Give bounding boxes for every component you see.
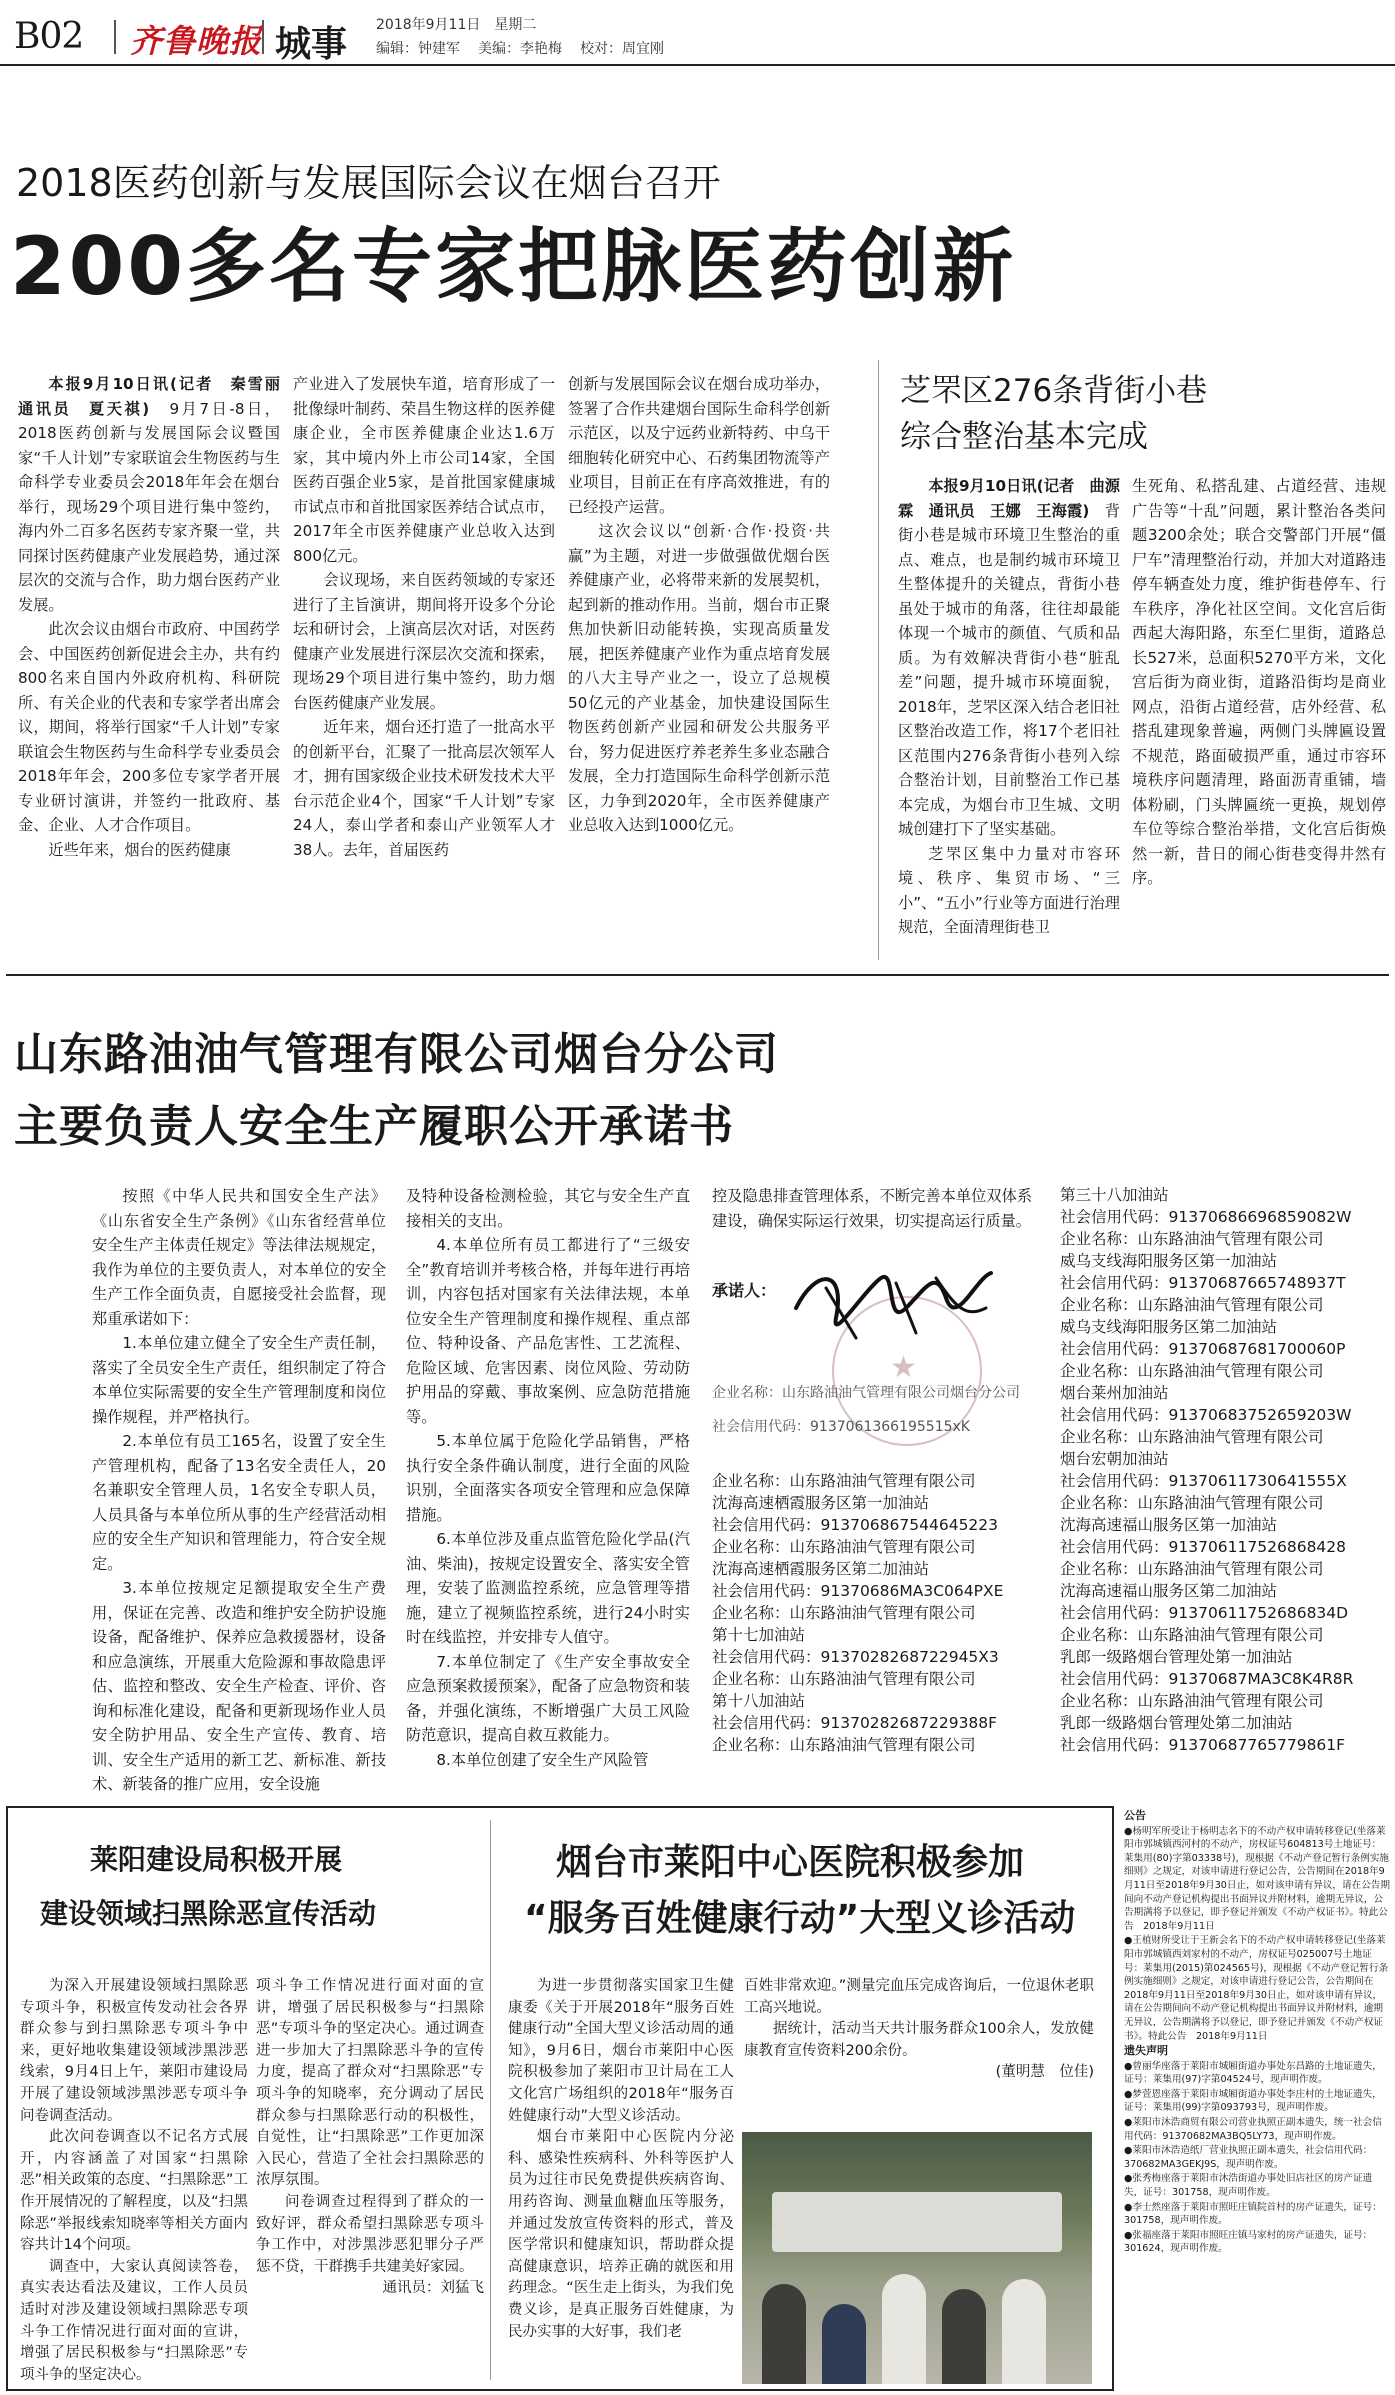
side-column-2: 生死角、私搭乱建、占道经营、违规广告等“十乱”问题，累计整治各类问题3200余处；联合交警部门开展“僵尸车”清理整治行动，并加大对道路违停车辆查处力度，维护街巷停车、行车秩序，净化社区空间。文化宫后街西起大海阳路，东至仁里街，道路总长527米，总面积5270平方米，文化宫后街为商业街，道路沿街均是商业网点，沿街占道经营，店外经营、私搭乱建现象普遍，两侧门头牌匾设置不规范，路面破损严重，通过市容环境秩序问题清理，路面沥青重铺，墙体粉刷，门头牌匾统一更换，规划停车位等综合整治举措，文化宫后街焕然一新，昔日的闹心街巷变得井然有序。 — [1132, 477, 1386, 887]
pledge-column-1: 按照《中华人民共和国安全生产法》《山东省安全生产条例》《山东省经营单位安全生产主体责任规定》等法律法规规定，我作为单位的主要负责人，对本单位的安全生产工作全面负责，自愿接受社会监督，现郑重承诺如下： 1.本单位建立健全了安全生产责任制，落实了全员安全生产责任，组织制定了符合本单位实际需要的安全生产管理制度和岗位操作规程，并严格执行。 2.本单位有员工165名，设置了安全生产管理机构，配备了13名安全责任人，20名兼职安全管理人员，1名安全专职人员，人员具备与本单位所从事的生产经营活动相应的安全生产知识和管理能力，符合安全规定。 3.本单位按规定足额提取安全生产费用，保证在完善、改造和维护安全防护设施设备，配备维护、保养应急救援器材，设备和应急演练，开展重大危险源和事故隐患评估、监控和整改、安全生产检查、评价、咨询和标准化建设，配备和更新现场作业人员安全防护用品、安全生产宣传、教育、培训、安全生产适用的新工艺、新标准、新技术、新装备的推广应用，安全设施 — [92, 1187, 386, 1793]
lead-column-2: 产业进入了发展快车道，培育形成了一批像绿叶制药、荣昌生物这样的医养健康企业，全市医养健康企业达1.6万家，其中境内外上市公司14家，全国医药百强企业5家，是首批国家健康城市试点市和首批国家医养结合试点市，2017年全市医养健康产业总收入达到800亿元。 会议现场，来自医药领域的专家还进行了主旨演讲，期间将开设多个分论坛和研讨会，上演高层次对话，对医药健康产业发展进行深层次交流和探索，现场29个项目进行集中签约，助力烟台医药健康产业发展。 近年来，烟台还打造了一批高水平的创新平台，汇聚了一批高层次领军人才，拥有国家级企业技术研发技术大平台示范企业4个，国家“千人计划”专家24人，泰山学者和泰山产业领军人才38人。去年，首届医药 — [293, 375, 555, 859]
photo-person — [822, 2304, 866, 2384]
bottom-mid-title-2: “服务百姓健康行动”大型义诊活动 — [524, 1898, 1076, 1939]
station-list-right: 第三十八加油站 社会信用代码：913706866968590​82W 企业名称：山东路油油气管理有限公司 威乌支线海阳服务区第一加油站 社会信用代码：91370687665748937T 企业名称：山东路油油气管理有限公司 威乌支线海阳服务区第二加油站 社会信用代码：91370687681700060P 企业名称：山东路油油气管理有限公司 烟台莱州加油站 社会信用代码：91370683752659203W 企业名称：山东路油油气管理有限公司 烟台宏朝加油站 社会信用代码：91370611730641555X 企业名称：山东路油油气管理有限公司 沈海高速福山服务区第一加油站 社会信用代码：91370611752686842​8 企业名称：山东路油油气管理有限公司 沈海高速福山服务区第二加油站 社会信用代码：91370611752686834D 企业名称：山东路油油气管理有限公司 乳郎一级路烟台管理处第一加油站 社会信用代码：9137068​7MA3C8K4R8R 企业名称：山东路油油气管理有限公司 乳郎一级路烟台管理处第二加油站 社会信用代码：91370687765779861F — [1060, 1186, 1354, 1754]
pledge-column-3: 控及隐患排查管理体系，不断完善本单位双体系建设，确保实际运行效果，切实提高运行质量。 — [712, 1187, 1032, 1230]
bottom-left-column-2: 项斗争工作情况进行面对面的宣讲，增强了居民积极参与“扫黑除恶”专项斗争的坚定决心。通过调查进一步加大了扫黑除恶斗争的宣传力度，提高了群众对“扫黑除恶”专项斗争的知晓率，充分调动了居民群众参与扫黑除恶行动的积极性，自觉性，让“扫黑除恶”工作更加深入民心，营造了全社会扫黑除恶的浓厚氛围。 问卷调查过程得到了群众的一致好评，群众希望扫黑除恶专项斗争工作中，对涉黑涉恶犯罪分子严惩不贷，干群携手共建美好家园。 通讯员：刘猛飞 — [256, 1978, 484, 2297]
section-title: 城事 — [275, 24, 348, 65]
newspaper-logo: 齐鲁晚报 — [130, 22, 263, 60]
side-headline-line1: 芝罘区276条背街小巷 — [900, 373, 1208, 409]
artist-credit: 美编：李艳梅 — [478, 41, 562, 57]
bottom-left-title-2: 建设领域扫黑除恶宣传活动 — [40, 1897, 377, 1930]
clinic-photo — [742, 2132, 1092, 2384]
seal-star-icon: ★ — [890, 1350, 917, 1385]
signer-credit-code: 社会信用代码：913706136619551​5xK — [712, 1419, 970, 1435]
side-column-1: 本报9月10日讯(记者 曲源霖 通讯员 王娜 王海霞) 背街小巷是城市环境卫生整治的重点、难点，也是制约城市环境卫生整体提升的关键点，背街小巷虽处于城市的角落，往往却最能体现一个城市的颜值、气质和品质。为有效解决背街小巷“脏乱差”问题，提升城市环境面貌，2018年，芝罘区深入结合老旧社区整治改造工作，将17个老旧社区范围内276条背街小巷列入综合整治计划，目前整治工作已基本完成，为烟台市卫生城、文明城创建打下了坚实基础。 芝罘区集中力量对市容环境、秩序、集贸市场、“三小”、“五小”行业等方面进行治理规范，全面清理街巷卫 — [898, 477, 1121, 936]
lead-kicker: 2018医药创新与发展国际会议在烟台召开 — [16, 161, 721, 205]
page-number: B02 — [14, 16, 84, 57]
handwritten-signature — [786, 1248, 1006, 1358]
signature-block — [700, 1248, 1030, 1443]
photo-tent — [772, 2192, 1062, 2252]
staff-credits — [376, 38, 682, 58]
masthead — [0, 0, 1395, 66]
column-rule — [878, 360, 879, 960]
bottom-mid-column-2: 百姓非常欢迎。”测量完血压完成咨询后，一位退休老职工高兴地说。 据统计，活动当天共计服务群众100余人，发放健康教育宣传资料200余份。 (董明慧 位佳) — [744, 1978, 1094, 2081]
pledge-column-2: 及特种设备检测检验，其它与安全生产直接相关的支出。 4.本单位所有员工都进行了“三级安全”教育培训并考核合格，并每年进行再培训，内容包括对国家有关法律法规，本单位安全生产管理制度和操作规程、重点部位、特种设备、产品危害性、工艺流程、危险区域、危害因素、岗位风险、劳动防护用品的穿戴、事故案例、应急防范措施等。 5.本单位属于危险化学品销售，严格执行安全条件确认制度，进行全面的风险识别，全面落实各项安全管理和应急保障措施。 6.本单位涉及重点监管危险化学品(汽油、柴油)，按规定设置安全、落实安全管理，安装了监测监控系统，应急管理等措施，建立了视频监控系统，进行24小时实时在线监控，并安排专人值守。 7.本单位制定了《生产安全事故安全应急预案救援预案》，配备了应急物资和装备，并强化演练，不断增强广大员工风险防范意识，提高自救互救能力。 8.本单位创建了安全生产风险管 — [406, 1187, 690, 1769]
lead-column-1: 本报9月10日讯(记者 秦雪丽 通讯员 夏天祺) 9月7日-8日，2018医药创新与发展国际会议暨国家“千人计划”专家联谊会生物医药与生命科学专业委员会2018年年会在烟台举行，现场29个项目进行集中签约，海内外二百多名医药专家齐聚一堂，共同探讨医药健康产业发展趋势，通过深层次的交流与合作，助力烟台医药产业发展。 此次会议由烟台市政府、中国药学会、中国医药创新促进会主办，共有约800名来自国内外政府机构、科研院所、有关企业的代表和专家学者出席会议，期间，将举行国家“千人计划”专家联谊会生物医药与生命科学专业委员会2018年年会，200多位专家学者开展专业研讨演讲，并签约一批政府、基金、企业、人才合作项目。 近些年来，烟台的医药健康 — [18, 375, 296, 859]
photo-person — [882, 2274, 926, 2384]
photo-person — [942, 2289, 986, 2384]
pledge-title-line1: 山东路油油气管理有限公司烟台分公司 — [14, 1029, 779, 1080]
lead-column-3: 创新与发展国际会议在烟台成功举办，签署了合作共建烟台国际生命科学创新示范区，以及宁远药业新特药、中乌干细胞转化研究中心、石药集团物流等产业项目，目前正在有序高效推进，有的已经投产运营。 这次会议以“创新·合作·投资·共赢”为主题，对进一步做强做优烟台医养健康产业，必将带来新的发展契机，起到新的推动作用。当前，烟台市正聚焦加快新旧动能转换，实现高质量发展，把医养健康产业作为重点培育发展的八大主导产业之一，设立了总规模50亿元的产业基金，加快建设国际生物医药创新产业园和研发公共服务平台，努力促进医疗养老养生多业态融合发展，全力打造国际生命科学创新示范区，力争到2020年，全市医养健康产业总收入达到1000亿元。 — [568, 375, 830, 834]
bottom-left-column-1: 为深入开展建设领域扫黑除恶专项斗争，积极宣传发动社会各界群众参与到扫黑除恶专项斗争中来，更好地收集建设领域涉黑涉恶线索，9月4日上午，莱阳市建设局开展了建设领域涉黑涉恶专项斗争问卷调查活动。 此次问卷调查以不记名方式展开，内容涵盖了对国家“扫黑除恶”相关政策的态度、“扫黑除恶”工作开展情况的了解程度，以及“扫黑除恶”举报线索知晓率等相关方面内容共计14个问项。 调查中，大家认真阅读答卷，真实表达看法及建议，工作人员员适时对涉及建设领域扫黑除恶专项斗争工作情况进行面对面的宣讲，增强了居民积极参与“扫黑除恶”专项斗争的坚定决心。 — [20, 1978, 248, 2383]
bottom-mid-column-1: 为进一步贯彻落实国家卫生健康委《关于开展2018年“服务百姓健康行动”全国大型义诊活动周的通知》，9月6日，烟台市莱阳中心医院积极参加了莱阳市卫计局在工人文化宫广场组织的2018年“服务百姓健康行动”大型义诊活动。 烟台市莱阳中心医院内分泌科、感染性疾病科、外科等医护人员为过往市民免费提供疾病咨询、用药咨询、测量血糖血压等服务，并通过发放宣传资料的形式，普及医学常识和健康知识，帮助群众提高健康意识，培养正确的就医和用药理念。“医生走上街头，为我们免费义诊，是真正服务百姓健康，为民办实事的大好事，我们老 — [508, 1978, 734, 2340]
lost-statement-body: ●曾丽华座落于莱阳市城厢街道办事处东昌路的土地证遗失，证号：莱集用(97)字第04524号，现声明作废。 ●梦萱恩座落于莱阳市城厢街道办事处李庄村的土地证遗失，证号：莱集用(99)字第093793号，现声明作废。 ●莱阳市沐浩商贸有限公司营业执照正副本遗失，统一社会信用代码：91370682MA3BQ5LY73，现声明作废。 ●莱阳市沐浩造纸厂营业执照正副本遗失，社会信用代码：370682MA3GEKJ9S，现声明作废。 ●张秀梅座落于莱阳市沐浩街道办事处旧店社区的房产证遗失，证号：301758，现声明作废。 ●李士然座落于莱阳市照旺庄镇院首村的房产证遗失，证号：301758，现声明作废。 ●张福座落于莱阳市照旺庄镇马家村的房产证遗失，证号：301624，现声明作废。 — [1124, 2060, 1382, 2255]
bottom-mid-title-1: 烟台市莱阳中心医院积极参加 — [556, 1842, 1025, 1883]
station-list-mid: 企业名称：山东路油油气管理有限公司 沈海高速栖霞服务区第一加油站 社会信用代码：91370686754464522​3 企业名称：山东路油油气管理有限公司 沈海高速栖霞服务区第二加油站 社会信用代码：9137068​6MA3C064PXE 企业名称：山东路油油气管理有限公司 第十七加油站 社会信用代码：91370282687229​45X3 企业名称：山东路油油气管理有限公司 第十八加油站 社会信用代码：913702826872293​88F 企业名称：山东路油油气管理有限公司 — [712, 1472, 1004, 1754]
divider — [114, 20, 116, 54]
divider — [262, 20, 264, 54]
proof-credit: 校对：周宜刚 — [580, 41, 664, 57]
photo-person — [762, 2284, 806, 2384]
date: 2018年9月11日 — [376, 17, 481, 33]
lead-headline: 200多名专家把脉医药创新 — [10, 220, 1016, 313]
signer-company: 企业名称：山东路油油气管理有限公司烟台分公司 — [712, 1385, 1020, 1401]
column-rule — [490, 1820, 491, 2380]
signer-label: 承诺人： — [712, 1281, 777, 1300]
editor-credit: 编辑：钟建军 — [376, 41, 460, 57]
bottom-left-title-1: 莱阳建设局积极开展 — [90, 1843, 343, 1876]
pledge-title-line2: 主要负责人安全生产履职公开承诺书 — [14, 1101, 734, 1152]
weekday: 星期二 — [494, 17, 537, 33]
side-headline-line2: 综合整治基本完成 — [900, 419, 1148, 455]
lost-statement-heading: 遗失声明 — [1124, 2044, 1168, 2058]
notice-heading: 公告 — [1124, 1809, 1146, 1822]
legal-notices — [1124, 1808, 1390, 2391]
issue-date — [376, 14, 536, 34]
side-headline — [900, 368, 1207, 460]
notice-body: ●杨明军所受让于杨明志名下的不动产权申请转移登记(坐落莱阳市郭城镇西河村的不动产，房权证号604813号土地证号：莱集用(80)字第03338号)，现根据《不动产登记暂行条例实施细则》之规定，对该申请进行登记公告，公告期间在2018年9月11日至2018年9月30日止，如对该申请有异议，请在公告期间向不动产登记机构提出书面异议并附材料，逾期无异议，公告期满将予以登记，即予登记并颁发《不动产权证书》。特此公告 2018年9月11日 ●王植财所受让于王新会名下的不动产权申请转移登记(坐落莱阳市郭城镇西刘家村的不动产，房权证号025007号土地证号：莱集用(2015)第024565号)，现根据《不动产登记暂行条例实施细则》之规定，对该申请进行登记公告，公告期间在2018年9月11日至2018年9月30日止，如对该申请有异议，请在公告期间向不动产登记机构提出书面异议并附材料，逾期无异议，公告期满将予以登记，即予登记并颁发《不动产权证书》。特此公告 2018年9月11日 — [1124, 1825, 1390, 2042]
section-rule — [6, 974, 1389, 976]
photo-person — [1002, 2279, 1046, 2384]
